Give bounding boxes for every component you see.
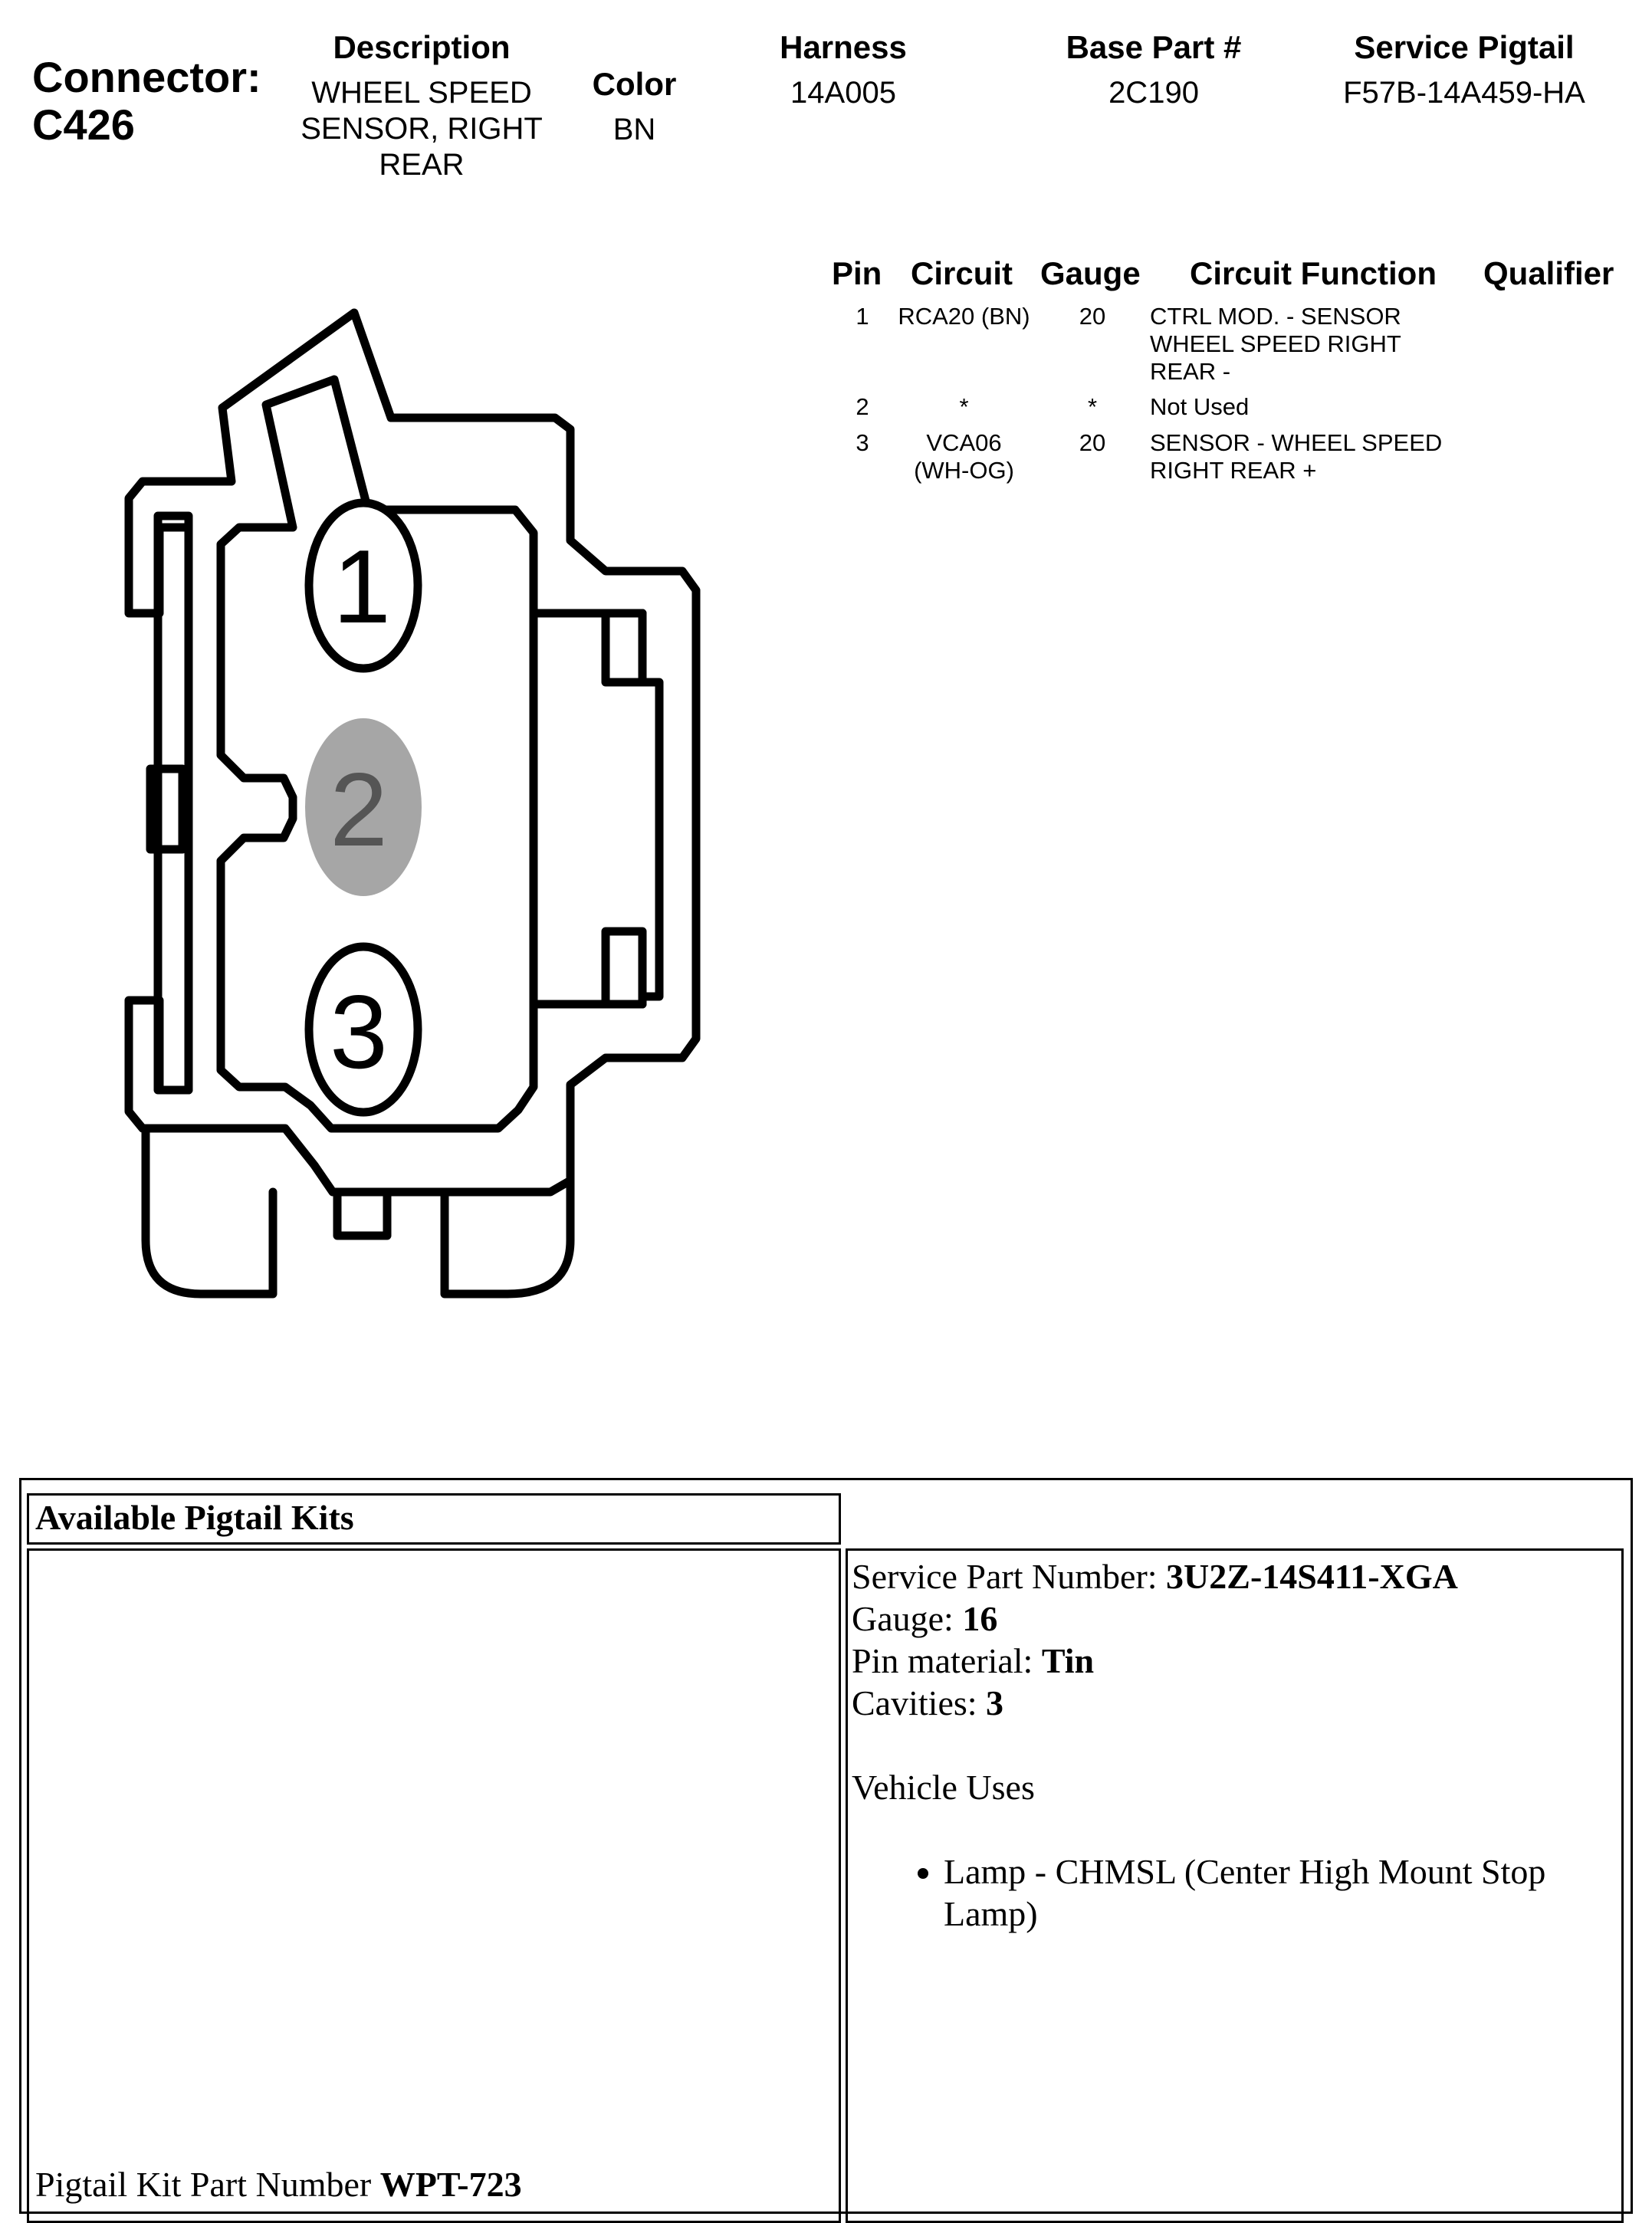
pin-3-number: 3 xyxy=(330,974,388,1090)
connector-right-tab-bottom xyxy=(606,931,642,1004)
row-3-gauge: 20 xyxy=(1079,429,1106,456)
cavities-label: Cavities: xyxy=(852,1683,987,1722)
row-3-pin: 3 xyxy=(856,429,869,456)
service-part-line xyxy=(852,1555,1621,1597)
vehicle-use-item: • Lamp - CHMSL (Center High Mount Stop Lamp) xyxy=(944,1850,1621,1935)
kit-gauge-label: Gauge: xyxy=(852,1599,963,1638)
connector-right-tab-top xyxy=(606,613,642,682)
pin-1-number: 1 xyxy=(333,528,391,645)
kit-gauge-value: 16 xyxy=(962,1599,998,1638)
gauge-line xyxy=(852,1597,1621,1640)
service-part-label: Service Part Number: xyxy=(852,1557,1167,1596)
pin-2-number: 2 xyxy=(330,751,388,868)
pigtail-kits-title-cell xyxy=(27,1493,841,1545)
row-1-circuit: RCA20 (BN) xyxy=(898,303,1030,330)
pin-header: Pin xyxy=(832,255,882,291)
pin-3-cavity xyxy=(309,947,418,1112)
row-3-circuit: VCA06 (WH-OG) xyxy=(914,429,1014,484)
row-2-function: Not Used xyxy=(1150,393,1250,420)
service-pigtail-value: F57B-14A459-HA xyxy=(1343,76,1585,110)
qualifier-header: Qualifier xyxy=(1483,255,1614,291)
connector-feet-outline xyxy=(146,1128,570,1294)
row-3-function: SENSOR - WHEEL SPEED RIGHT REAR + xyxy=(1150,429,1443,484)
cavities-line xyxy=(852,1682,1621,1724)
row-1-gauge: 20 xyxy=(1079,303,1106,330)
row-2-circuit: * xyxy=(959,393,969,420)
service-pigtail-label: Service Pigtail xyxy=(1354,29,1575,65)
harness-value: 14A005 xyxy=(790,76,896,110)
cavities-value: 3 xyxy=(986,1683,1004,1722)
connector-bottom-latch xyxy=(337,1192,387,1236)
pigtail-kits-title: Available Pigtail Kits xyxy=(35,1498,354,1537)
connector-label: Connector: xyxy=(32,53,261,101)
description-value: WHEEL SPEED SENSOR, RIGHT REAR xyxy=(301,76,543,182)
vehicle-uses-list xyxy=(852,1850,1621,1935)
base-part-column xyxy=(1031,29,1276,111)
row-1-pin: 1 xyxy=(856,303,869,330)
service-pigtail-column xyxy=(1288,29,1641,111)
pigtail-kit-details-cell xyxy=(846,1548,1624,2223)
pin-2-cavity xyxy=(305,718,422,896)
circuit-header: Circuit xyxy=(911,255,1013,291)
description-label: Description xyxy=(333,29,511,65)
color-value: BN xyxy=(613,113,656,146)
pin-material-line xyxy=(852,1640,1621,1682)
vehicle-uses-heading: Vehicle Uses xyxy=(852,1768,1035,1807)
pigtail-kit-part-label: Pigtail Kit Part Number xyxy=(35,2165,380,2204)
pigtail-kit-image-cell xyxy=(27,1548,841,2223)
connector-face-diagram xyxy=(0,0,767,1380)
service-part-number: 3U2Z-14S411-XGA xyxy=(1166,1557,1458,1596)
row-1-function: CTRL MOD. - SENSOR WHEEL SPEED RIGHT REAR - xyxy=(1150,303,1401,385)
gauge-header: Gauge xyxy=(1040,255,1141,291)
color-label: Color xyxy=(592,66,677,102)
pigtail-kit-part-line xyxy=(35,2163,522,2205)
row-2-pin: 2 xyxy=(856,393,869,420)
connector-id: C426 xyxy=(32,100,135,149)
pin-material-value: Tin xyxy=(1041,1641,1095,1680)
base-part-value: 2C190 xyxy=(1108,76,1199,110)
pin-1-cavity xyxy=(309,503,418,668)
harness-label: Harness xyxy=(780,29,907,65)
circuit-function-header: Circuit Function xyxy=(1190,255,1437,291)
row-2-gauge: * xyxy=(1087,393,1098,420)
base-part-label: Base Part # xyxy=(1066,29,1242,65)
pigtail-kit-part-number: WPT-723 xyxy=(379,2165,522,2204)
pin-material-label: Pin material: xyxy=(852,1641,1042,1680)
